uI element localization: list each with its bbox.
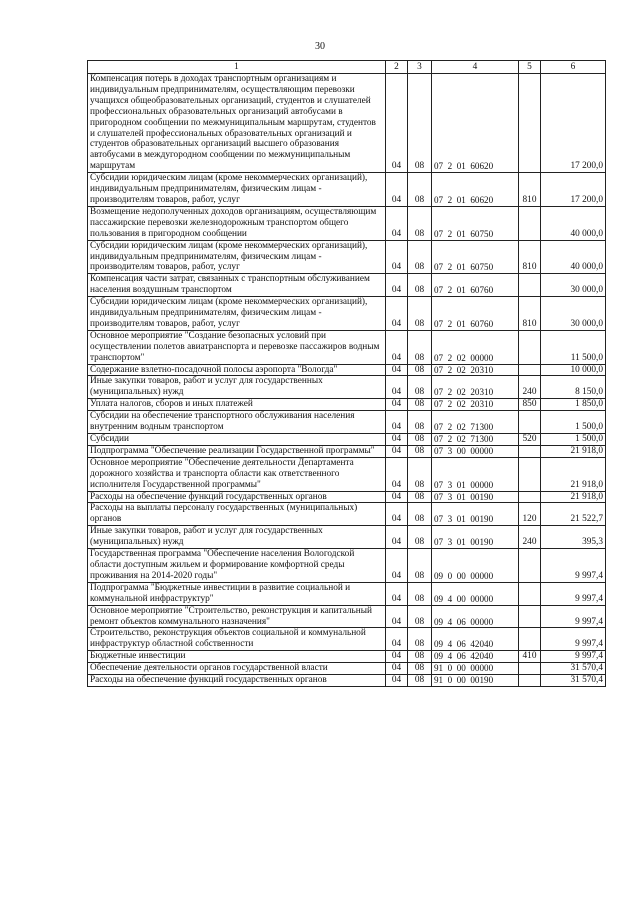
amount-cell: 9 997,4 <box>541 651 606 663</box>
expense-type-cell: 240 <box>519 526 541 549</box>
column-header: 1 <box>88 61 386 74</box>
table-row <box>88 651 606 663</box>
section-cell: 04 <box>386 628 408 651</box>
name-cell: Подпрограмма "Бюджетные инвестиции в развитие социальной и коммунальной инфраструктур" <box>88 582 386 605</box>
table-row <box>88 605 606 628</box>
subsection-cell: 08 <box>408 434 432 446</box>
amount-cell: 17 200,0 <box>541 173 606 207</box>
table-row <box>88 399 606 411</box>
expense-type-cell <box>519 663 541 675</box>
amount-cell: 1 500,0 <box>541 411 606 434</box>
name-cell: Подпрограмма "Обеспечение реализации Государственной программы" <box>88 445 386 457</box>
name-cell: Строительство, реконструкция объектов социальной и коммунальной инфраструктур областной собственности <box>88 628 386 651</box>
table-row <box>88 206 606 240</box>
subsection-cell: 08 <box>408 605 432 628</box>
table-row <box>88 240 606 274</box>
table-row <box>88 173 606 207</box>
subsection-cell: 08 <box>408 628 432 651</box>
target-code-cell: 91 0 00 00000 <box>432 663 519 675</box>
target-code-cell: 07 2 01 60620 <box>432 74 519 173</box>
subsection-cell: 08 <box>408 663 432 675</box>
expense-type-cell: 810 <box>519 297 541 331</box>
section-cell: 04 <box>386 651 408 663</box>
section-cell: 04 <box>386 663 408 675</box>
target-code-cell: 09 0 00 00000 <box>432 549 519 583</box>
amount-cell: 11 500,0 <box>541 330 606 364</box>
name-cell: Основное мероприятие "Создание безопасных условий при осуществлении полетов авиатранспорта и перевозке пассажиров водным транспортом" <box>88 330 386 364</box>
name-cell: Субсидии на обеспечение транспортного обслуживания населения внутренним водным транспортом <box>88 411 386 434</box>
amount-cell: 30 000,0 <box>541 297 606 331</box>
section-cell: 04 <box>386 206 408 240</box>
column-header: 4 <box>432 61 519 74</box>
amount-cell: 9 997,4 <box>541 628 606 651</box>
subsection-cell: 08 <box>408 491 432 503</box>
expense-type-cell <box>519 411 541 434</box>
amount-cell: 8 150,0 <box>541 376 606 399</box>
name-cell: Государственная программа "Обеспечение населения Вологодской области доступным жильем и формирование комфортной среды проживания на 2014-2020 годы" <box>88 549 386 583</box>
section-cell: 04 <box>386 491 408 503</box>
subsection-cell: 08 <box>408 297 432 331</box>
section-cell: 04 <box>386 503 408 526</box>
name-cell: Компенсация потерь в доходах транспортным организациям и индивидуальным предпринимателям, осуществляющим перевозки учащихся общеобразовательных организаций, студентов и слушателей профессиональных образовательных организаций автобусами в пригородном сообщении по межмуниципальным маршрутам, студентов и слушателей профессиональных образовательных организаций и студентов образовательных организаций высшего образования автобусами в междугородном сообщении по межмуниципальным маршрутам <box>88 74 386 173</box>
name-cell: Компенсация части затрат, связанных с транспортным обслуживанием населения воздушным транспортом <box>88 274 386 297</box>
table-row <box>88 297 606 331</box>
name-cell: Субсидии <box>88 434 386 446</box>
section-cell: 04 <box>386 74 408 173</box>
expense-type-cell <box>519 605 541 628</box>
table-row <box>88 274 606 297</box>
target-code-cell: 07 2 02 71300 <box>432 434 519 446</box>
subsection-cell: 08 <box>408 74 432 173</box>
table-row <box>88 663 606 675</box>
expense-type-cell: 410 <box>519 651 541 663</box>
subsection-cell: 08 <box>408 526 432 549</box>
table-row <box>88 445 606 457</box>
subsection-cell: 08 <box>408 376 432 399</box>
table-header-row <box>88 61 606 74</box>
column-header: 3 <box>408 61 432 74</box>
section-cell: 04 <box>386 399 408 411</box>
table-row <box>88 503 606 526</box>
target-code-cell: 07 2 01 60620 <box>432 173 519 207</box>
amount-cell: 1 850,0 <box>541 399 606 411</box>
subsection-cell: 08 <box>408 240 432 274</box>
table-row <box>88 411 606 434</box>
target-code-cell: 07 2 01 60760 <box>432 297 519 331</box>
subsection-cell: 08 <box>408 582 432 605</box>
section-cell: 04 <box>386 445 408 457</box>
expense-type-cell <box>519 549 541 583</box>
section-cell: 04 <box>386 526 408 549</box>
section-cell: 04 <box>386 434 408 446</box>
amount-cell: 1 500,0 <box>541 434 606 446</box>
amount-cell: 10 000,0 <box>541 364 606 376</box>
target-code-cell: 09 4 00 00000 <box>432 582 519 605</box>
table-row <box>88 376 606 399</box>
section-cell: 04 <box>386 376 408 399</box>
subsection-cell: 08 <box>408 457 432 491</box>
expense-type-cell: 240 <box>519 376 541 399</box>
target-code-cell: 07 2 02 71300 <box>432 411 519 434</box>
name-cell: Уплата налогов, сборов и иных платежей <box>88 399 386 411</box>
subsection-cell: 08 <box>408 503 432 526</box>
name-cell: Иные закупки товаров, работ и услуг для государственных (муниципальных) нужд <box>88 376 386 399</box>
name-cell: Основное мероприятие "Обеспечение деятельности Департамента дорожного хозяйства и транспорта области как ответственного исполнителя Государственной программы" <box>88 457 386 491</box>
target-code-cell: 07 2 01 60750 <box>432 206 519 240</box>
table-row <box>88 491 606 503</box>
name-cell: Обеспечение деятельности органов государственной власти <box>88 663 386 675</box>
subsection-cell: 08 <box>408 549 432 583</box>
amount-cell: 31 570,4 <box>541 663 606 675</box>
target-code-cell: 91 0 00 00190 <box>432 675 519 687</box>
target-code-cell: 07 2 02 00000 <box>432 330 519 364</box>
expense-type-cell <box>519 445 541 457</box>
name-cell: Субсидии юридическим лицам (кроме некоммерческих организаций), индивидуальным предпринимателям, физическим лицам - производителям товаров, работ, услуг <box>88 297 386 331</box>
column-header: 5 <box>519 61 541 74</box>
amount-cell: 40 000,0 <box>541 240 606 274</box>
target-code-cell: 07 3 00 00000 <box>432 445 519 457</box>
expense-type-cell: 810 <box>519 240 541 274</box>
section-cell: 04 <box>386 274 408 297</box>
subsection-cell: 08 <box>408 651 432 663</box>
table-row <box>88 628 606 651</box>
section-cell: 04 <box>386 297 408 331</box>
expense-type-cell <box>519 628 541 651</box>
amount-cell: 21 522,7 <box>541 503 606 526</box>
name-cell: Расходы на выплаты персоналу государственных (муниципальных) органов <box>88 503 386 526</box>
amount-cell: 40 000,0 <box>541 206 606 240</box>
name-cell: Субсидии юридическим лицам (кроме некоммерческих организаций), индивидуальным предпринимателям, физическим лицам - производителям товаров, работ, услуг <box>88 173 386 207</box>
section-cell: 04 <box>386 675 408 687</box>
subsection-cell: 08 <box>408 364 432 376</box>
expense-type-cell <box>519 582 541 605</box>
target-code-cell: 09 4 06 00000 <box>432 605 519 628</box>
amount-cell: 395,3 <box>541 526 606 549</box>
amount-cell: 21 918,0 <box>541 445 606 457</box>
target-code-cell: 09 4 06 42040 <box>432 651 519 663</box>
amount-cell: 9 997,4 <box>541 605 606 628</box>
target-code-cell: 07 3 01 00190 <box>432 503 519 526</box>
target-code-cell: 07 2 01 60760 <box>432 274 519 297</box>
subsection-cell: 08 <box>408 274 432 297</box>
expense-type-cell <box>519 457 541 491</box>
budget-table <box>87 60 606 687</box>
subsection-cell: 08 <box>408 411 432 434</box>
section-cell: 04 <box>386 549 408 583</box>
expense-type-cell <box>519 206 541 240</box>
target-code-cell: 07 3 01 00190 <box>432 526 519 549</box>
table-row <box>88 330 606 364</box>
expense-type-cell: 120 <box>519 503 541 526</box>
expense-type-cell: 810 <box>519 173 541 207</box>
target-code-cell: 07 3 01 00000 <box>432 457 519 491</box>
table-row <box>88 526 606 549</box>
section-cell: 04 <box>386 582 408 605</box>
amount-cell: 17 200,0 <box>541 74 606 173</box>
subsection-cell: 08 <box>408 173 432 207</box>
name-cell: Возмещение недополученных доходов организациям, осуществляющим пассажирские перевозки железнодорожным транспортом общего пользования в пригородном сообщении <box>88 206 386 240</box>
target-code-cell: 07 2 01 60750 <box>432 240 519 274</box>
name-cell: Основное мероприятие "Строительство, реконструкция и капитальный ремонт объектов коммунального назначения" <box>88 605 386 628</box>
section-cell: 04 <box>386 411 408 434</box>
target-code-cell: 07 3 01 00190 <box>432 491 519 503</box>
expense-type-cell <box>519 491 541 503</box>
name-cell: Субсидии юридическим лицам (кроме некоммерческих организаций), индивидуальным предпринимателям, физическим лицам - производителям товаров, работ, услуг <box>88 240 386 274</box>
column-header: 6 <box>541 61 606 74</box>
name-cell: Содержание взлетно-посадочной полосы аэропорта "Вологда" <box>88 364 386 376</box>
expense-type-cell <box>519 675 541 687</box>
table-row <box>88 74 606 173</box>
target-code-cell: 09 4 06 42040 <box>432 628 519 651</box>
amount-cell: 9 997,4 <box>541 582 606 605</box>
column-header: 2 <box>386 61 408 74</box>
section-cell: 04 <box>386 240 408 274</box>
name-cell: Бюджетные инвестиции <box>88 651 386 663</box>
section-cell: 04 <box>386 330 408 364</box>
page-number: 30 <box>315 41 325 52</box>
expense-type-cell <box>519 274 541 297</box>
amount-cell: 31 570,4 <box>541 675 606 687</box>
expense-type-cell <box>519 330 541 364</box>
table-row <box>88 549 606 583</box>
section-cell: 04 <box>386 364 408 376</box>
amount-cell: 9 997,4 <box>541 549 606 583</box>
amount-cell: 21 918,0 <box>541 457 606 491</box>
amount-cell: 30 000,0 <box>541 274 606 297</box>
table-body <box>88 74 606 687</box>
expense-type-cell: 520 <box>519 434 541 446</box>
target-code-cell: 07 2 02 20310 <box>432 376 519 399</box>
subsection-cell: 08 <box>408 445 432 457</box>
table-row <box>88 364 606 376</box>
expense-type-cell: 850 <box>519 399 541 411</box>
subsection-cell: 08 <box>408 675 432 687</box>
expense-type-cell <box>519 74 541 173</box>
name-cell: Расходы на обеспечение функций государственных органов <box>88 491 386 503</box>
subsection-cell: 08 <box>408 399 432 411</box>
table-row <box>88 675 606 687</box>
expense-type-cell <box>519 364 541 376</box>
table-row <box>88 434 606 446</box>
subsection-cell: 08 <box>408 330 432 364</box>
name-cell: Расходы на обеспечение функций государственных органов <box>88 675 386 687</box>
table-row <box>88 582 606 605</box>
target-code-cell: 07 2 02 20310 <box>432 364 519 376</box>
amount-cell: 21 918,0 <box>541 491 606 503</box>
subsection-cell: 08 <box>408 206 432 240</box>
name-cell: Иные закупки товаров, работ и услуг для государственных (муниципальных) нужд <box>88 526 386 549</box>
section-cell: 04 <box>386 605 408 628</box>
section-cell: 04 <box>386 457 408 491</box>
table-row <box>88 457 606 491</box>
section-cell: 04 <box>386 173 408 207</box>
target-code-cell: 07 2 02 20310 <box>432 399 519 411</box>
